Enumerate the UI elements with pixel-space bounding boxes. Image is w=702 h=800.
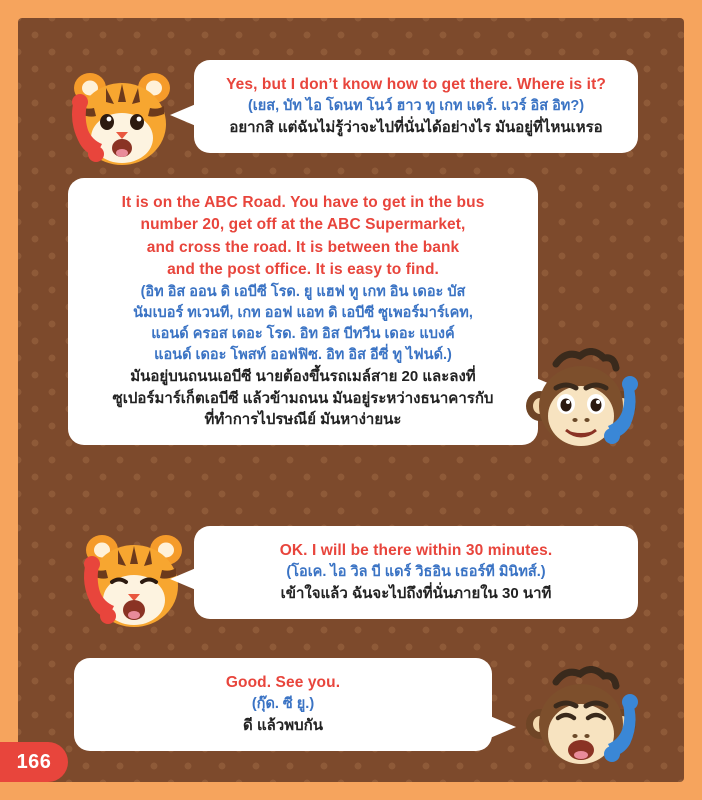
bubble-4-thai: ดี แล้วพบกัน (243, 717, 323, 735)
bubble-4-transliteration: (กุ๊ด. ซี ยู.) (251, 696, 315, 713)
bubble-tail-left-icon (170, 104, 196, 126)
tiger-with-phone-character-1 (66, 66, 184, 178)
bubble-3-thai: เข้าใจแล้ว ฉันจะไปถึงที่นั่นภายใน 30 นาที (280, 585, 552, 603)
monkey-with-phone-character-1 (504, 348, 654, 470)
bubble-1-english: Yes, but I don’t know how to get there. Where is it? (226, 76, 606, 93)
bubble-1-thai: อยากสิ แต่ฉันไม่รู้ว่าจะไปที่นั่นได้อย่างไร มันอยู่ที่ไหนเหรอ (229, 119, 603, 137)
speech-bubble-2 (68, 178, 538, 445)
speech-bubble-3 (194, 526, 638, 619)
bubble-2-thai: มันอยู่บนถนนเอบีซี นายต้องขึ้นรถเมล์สาย 20 และลงที่ ซูเปอร์มาร์เก็ตเอบีซี แล้วข้ามถนน มันอยู่ระหว่างธนาคารกับ ที่ทำการไปรษณีย์ มันหาง่ายนะ (112, 367, 494, 429)
monkey-illustration (504, 348, 654, 470)
page-number: 166 (16, 750, 52, 773)
page-content-panel (18, 18, 684, 782)
speech-bubble-1 (194, 60, 638, 153)
speech-bubble-4 (74, 658, 492, 751)
monkey-with-phone-character-2 (504, 666, 654, 782)
bubble-2-transliteration: (อิท อิส ออน ดิ เอบีซี โรด. ยู แฮฟ ทู เกท อิน เดอะ บัส นัมเบอร์ ทเวนที, เกท ออฟ แอท ดิ เอบีซี ซูเพอร์มาร์เคท, แอนด์ ครอส เดอะ โรด. อิท อิส บีทวีน เดอะ แบงค์ แอนด์ เดอะ โพสท์ ออฟฟิซ. อิท อิส อีซี่ ทู ไฟนด์.) (133, 283, 473, 363)
bubble-tail-left-icon (170, 568, 196, 590)
tiger-illustration (66, 66, 184, 178)
page-number-badge (0, 742, 68, 782)
bubble-3-transliteration: (โอเค. ไอ วิล บี แดร์ วิธอิน เธอร์ที มินิทส์.) (286, 564, 546, 581)
bubble-4-english: Good. See you. (225, 674, 341, 691)
bubble-2-english: It is on the ABC Road. You have to get in the bus number 20, get off at the ABC Supermarket, and cross the road. It is between the bank and the post office. It is easy to find. (121, 194, 485, 279)
bubble-1-transliteration: (เยส, บัท ไอ โดนท โนว์ ฮาว ทู เกท แดร์. แวร์ อิส อิท?) (247, 98, 585, 115)
monkey-illustration (504, 666, 654, 782)
bubble-3-english: OK. I will be there within 30 minutes. (279, 542, 553, 559)
